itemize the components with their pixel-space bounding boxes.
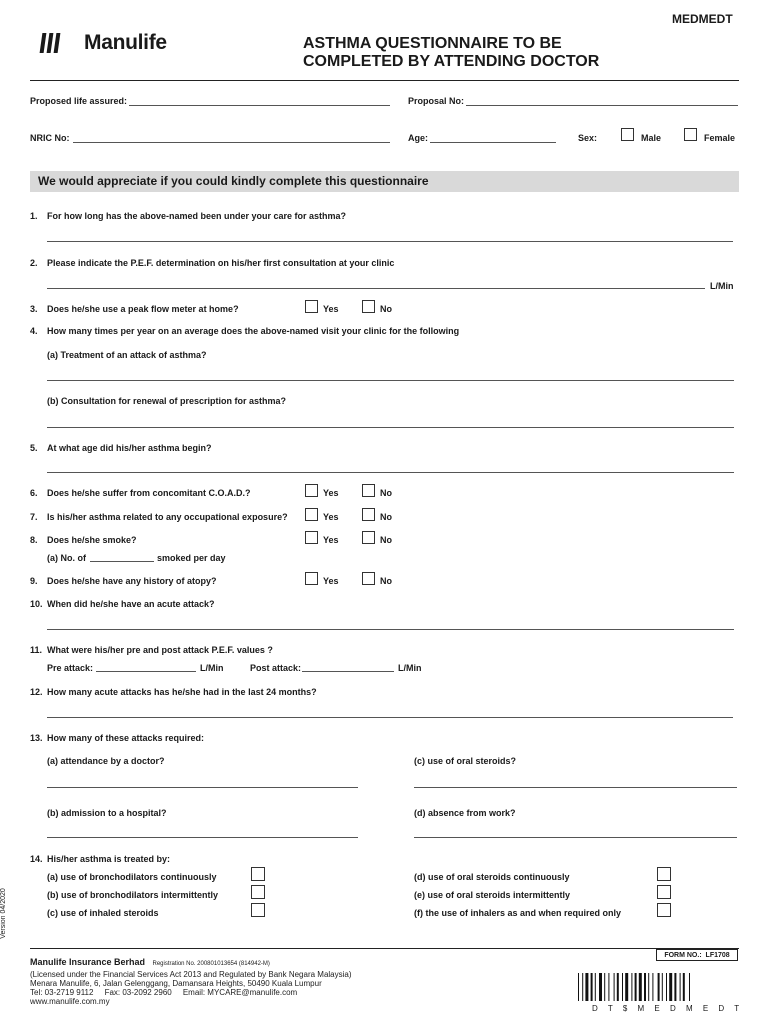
- q11-pre-unit: L/Min: [200, 663, 224, 673]
- q9-no-checkbox[interactable]: [362, 572, 375, 585]
- footer-website[interactable]: www.manulife.com.my: [30, 997, 110, 1006]
- q13c-text: (c) use of oral steroids?: [414, 756, 517, 766]
- q11-number: 11.: [30, 645, 43, 655]
- page-title-line1: ASTHMA QUESTIONNAIRE TO BE: [303, 35, 562, 52]
- q6-text: Does he/she suffer from concomitant C.O.A.D.?: [47, 488, 251, 498]
- page-title-line2: COMPLETED BY ATTENDING DOCTOR: [303, 53, 600, 70]
- q2-unit: L/Min: [710, 281, 734, 291]
- q7-yes-label: Yes: [323, 512, 339, 522]
- q14e-checkbox[interactable]: [657, 885, 671, 899]
- q14a-text: (a) use of bronchodilators continuously: [47, 872, 217, 882]
- q14c-checkbox[interactable]: [251, 903, 265, 917]
- manulife-logo-icon: [41, 33, 62, 58]
- q10-text: When did he/she have an acute attack?: [47, 599, 215, 609]
- q2-text: Please indicate the P.E.F. determination on his/her first consultation at your clinic: [47, 258, 395, 268]
- footer-licensed: (Licensed under the Financial Services Act 2013 and Regulated by Bank Negara Malaysia): [30, 970, 352, 979]
- sex-label: Sex:: [578, 133, 598, 143]
- q11-post-field[interactable]: [302, 671, 394, 672]
- q10-answer-field[interactable]: [47, 629, 734, 630]
- q1-answer-field[interactable]: [47, 241, 733, 242]
- q6-yes-label: Yes: [323, 488, 339, 498]
- q8-no-checkbox[interactable]: [362, 531, 375, 544]
- q11-pre-field[interactable]: [96, 671, 196, 672]
- q2-answer-field[interactable]: [47, 288, 705, 289]
- q13d-answer-field[interactable]: [414, 837, 737, 838]
- instruction-banner-text: We would appreciate if you could kindly complete this questionnaire: [38, 174, 429, 188]
- q12-text: How many acute attacks has he/she had in the last 24 months?: [47, 687, 317, 697]
- q9-number: 9.: [30, 576, 38, 586]
- q12-number: 12.: [30, 687, 43, 697]
- q3-no-checkbox[interactable]: [362, 300, 375, 313]
- q8a-prefix: (a) No. of: [47, 553, 86, 563]
- nric-field[interactable]: [73, 142, 390, 143]
- footer-company-block: [30, 952, 352, 1006]
- q3-yes-label: Yes: [323, 304, 339, 314]
- q2-number: 2.: [30, 258, 38, 268]
- footer-company: Manulife Insurance Berhad: [30, 957, 146, 967]
- q3-number: 3.: [30, 304, 38, 314]
- q7-text: Is his/her asthma related to any occupational exposure?: [47, 512, 288, 522]
- q1-number: 1.: [30, 211, 38, 221]
- q14c-text: (c) use of inhaled steroids: [47, 908, 159, 918]
- logo-text: Manulife: [84, 31, 167, 54]
- q6-yes-checkbox[interactable]: [305, 484, 318, 497]
- age-label: Age:: [408, 133, 428, 143]
- q5-number: 5.: [30, 443, 38, 453]
- female-label: Female: [704, 133, 736, 143]
- form-code: MEDMEDT: [672, 12, 733, 26]
- q3-yes-checkbox[interactable]: [305, 300, 318, 313]
- q14b-checkbox[interactable]: [251, 885, 265, 899]
- q6-number: 6.: [30, 488, 38, 498]
- q13c-answer-field[interactable]: [414, 787, 737, 788]
- q13a-answer-field[interactable]: [47, 787, 358, 788]
- q4b-answer-field[interactable]: [47, 427, 734, 428]
- q11-text: What were his/her pre and post attack P.E.F. values ?: [47, 645, 273, 655]
- q4-number: 4.: [30, 326, 38, 336]
- q3-no-label: No: [380, 304, 392, 314]
- q13-text: How many of these attacks required:: [47, 733, 205, 743]
- male-checkbox[interactable]: [621, 128, 634, 141]
- q8a-suffix: smoked per day: [157, 553, 226, 563]
- form-number-box: [656, 949, 738, 961]
- q8-yes-label: Yes: [323, 535, 339, 545]
- q4-text: How many times per year on an average does the above-named visit your clinic for the following: [47, 326, 460, 336]
- q13-number: 13.: [30, 733, 43, 743]
- q14a-checkbox[interactable]: [251, 867, 265, 881]
- q14-number: 14.: [30, 854, 43, 864]
- q4a-answer-field[interactable]: [47, 380, 734, 381]
- q7-yes-checkbox[interactable]: [305, 508, 318, 521]
- male-label: Male: [641, 133, 662, 143]
- proposal-no-field[interactable]: [466, 105, 738, 106]
- q7-number: 7.: [30, 512, 38, 522]
- footer-contact: Tel: 03-2719 9112 Fax: 03-2092 2960 Email: MYCARE@manulife.com: [30, 988, 298, 997]
- instruction-banner: [30, 171, 739, 192]
- q8a-count-field[interactable]: [90, 561, 154, 562]
- q12-answer-field[interactable]: [47, 717, 733, 718]
- header-divider: [30, 80, 739, 81]
- q7-no-checkbox[interactable]: [362, 508, 375, 521]
- proposal-no-label: Proposal No:: [408, 96, 465, 106]
- q8-no-label: No: [380, 535, 392, 545]
- q14-text: His/her asthma is treated by:: [47, 854, 171, 864]
- q8-yes-checkbox[interactable]: [305, 531, 318, 544]
- q9-yes-checkbox[interactable]: [305, 572, 318, 585]
- q14e-text: (e) use of oral steroids intermittently: [414, 890, 571, 900]
- q13b-text: (b) admission to a hospital?: [47, 808, 167, 818]
- q14f-text: (f) the use of inhalers as and when required only: [414, 908, 622, 918]
- proposed-life-field[interactable]: [129, 105, 390, 106]
- q9-yes-label: Yes: [323, 576, 339, 586]
- q4a-text: (a) Treatment of an attack of asthma?: [47, 350, 207, 360]
- q11-post-label: Post attack:: [250, 663, 302, 673]
- form-number: FORM NO.: LF1708: [664, 952, 730, 959]
- nric-label: NRIC No:: [30, 133, 70, 143]
- footer-registration: Registration No. 200801013654 (814942-M): [152, 961, 270, 967]
- q3-text: Does he/she use a peak flow meter at home?: [47, 304, 239, 314]
- q7-no-label: No: [380, 512, 392, 522]
- q6-no-label: No: [380, 488, 392, 498]
- version-label: Version 04/2020: [0, 888, 7, 939]
- q13d-text: (d) absence from work?: [414, 808, 516, 818]
- q8-number: 8.: [30, 535, 38, 545]
- q1-text: For how long has the above-named been under your care for asthma?: [47, 211, 347, 221]
- q9-no-label: No: [380, 576, 392, 586]
- q14d-checkbox[interactable]: [657, 867, 671, 881]
- female-checkbox[interactable]: [684, 128, 697, 141]
- barcode-icon: [578, 973, 738, 1005]
- proposed-life-label: Proposed life assured:: [30, 96, 128, 106]
- q11-post-unit: L/Min: [398, 663, 422, 673]
- q13b-answer-field[interactable]: [47, 837, 358, 838]
- q14b-text: (b) use of bronchodilators intermittently: [47, 890, 219, 900]
- q13a-text: (a) attendance by a doctor?: [47, 756, 165, 766]
- q9-text: Does he/she have any history of atopy?: [47, 576, 217, 586]
- q10-number: 10.: [30, 599, 43, 609]
- q6-no-checkbox[interactable]: [362, 484, 375, 497]
- q11-pre-label: Pre attack:: [47, 663, 94, 673]
- q5-text: At what age did his/her asthma begin?: [47, 443, 212, 453]
- q4b-text: (b) Consultation for renewal of prescription for asthma?: [47, 396, 287, 406]
- q14f-checkbox[interactable]: [657, 903, 671, 917]
- q14d-text: (d) use of oral steroids continuously: [414, 872, 570, 882]
- footer-divider: [30, 948, 739, 949]
- footer-address: Menara Manulife, 6, Jalan Gelenggang, Damansara Heights, 50490 Kuala Lumpur: [30, 979, 322, 988]
- barcode-text: D T $ M E D M E D T: [592, 1004, 744, 1013]
- q5-answer-field[interactable]: [47, 472, 734, 473]
- age-field[interactable]: [430, 142, 556, 143]
- q8-text: Does he/she smoke?: [47, 535, 137, 545]
